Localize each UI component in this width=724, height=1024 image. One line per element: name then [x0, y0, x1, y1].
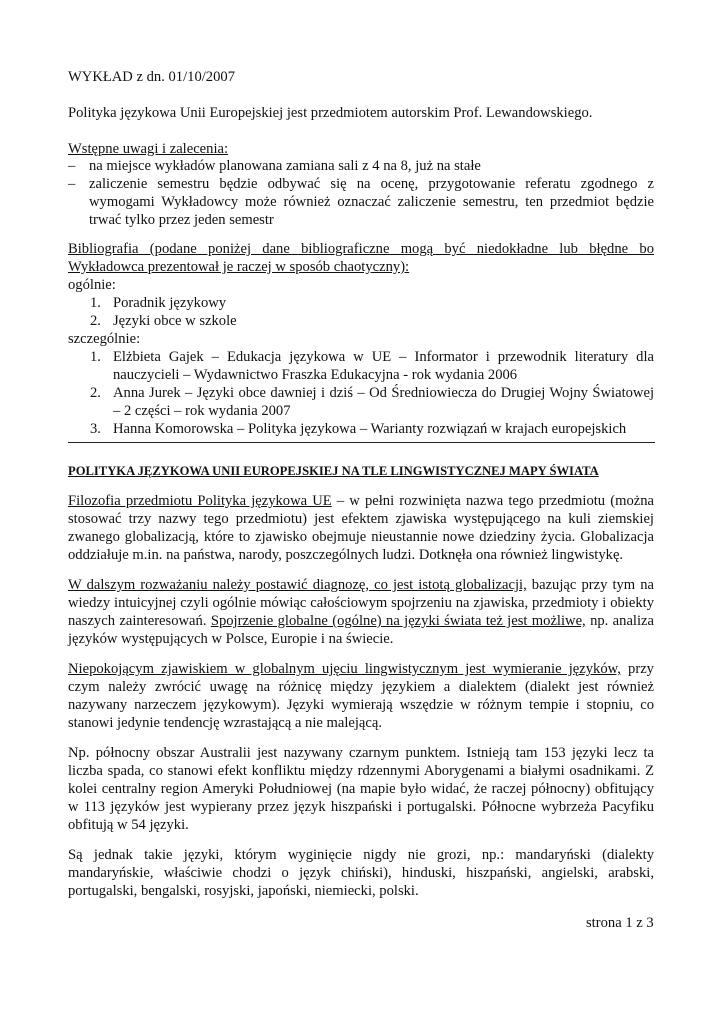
- paragraph-text: bazując przy tym na wiedzy intuicyjnej czyli ogólnie mówiąc całościowym spojrzeniu na zjawiska, przedmioty i obiekty naszych zainteresowań.: [68, 577, 654, 629]
- underlined-phrase: W dalszym rozważaniu należy postawić diagnozę, co jest istotą globalizacji,: [68, 577, 527, 593]
- list-number: 1.: [90, 349, 101, 365]
- list-number: 2.: [90, 313, 101, 329]
- paragraph-diagnosis: [68, 576, 654, 648]
- paragraph-philosophy: [68, 492, 654, 564]
- list-number: 1.: [90, 295, 101, 311]
- paragraph-text: – w pełni rozwinięta nazwa tego przedmiotu (można stosować trzy nazwy tego przedmiotu) jest efektem zjawiska występującego na kuli ziemskiej zwanego globalizacją, które to zjawisko obejmuje nieustannie nowe dziedziny życia. Globalizacja oddziałuje m.in. na państwa, narody, poszczególnych ludzi. Dotknęła ona również lingwistykę.: [68, 493, 654, 563]
- lecture-date: WYKŁAD z dn. 01/10/2007: [68, 69, 235, 85]
- remark-item: zaliczenie semestru będzie odbywać się na ocenę, przygotowanie referatu zgodnego z wymogami Wykładowcy może również oznaczać zaliczenie semestru, ten przedmiot będzie trwać tylko przez jeden semestr: [89, 176, 654, 228]
- bullet-dash: –: [68, 158, 76, 174]
- paragraph-safe-languages: Są jednak takie języki, którym wyginięcie nigdy nie grozi, np.: mandaryński (dialekty mandaryńskie, właściwie chodzi o język chiński), hinduski, hiszpański, angielski, arabski, portugalski, bengalski, rosyjski, japoński, niemiecki, polski.: [68, 847, 654, 899]
- paragraph-text: przy czym należy zwrócić uwagę na różnicę między językiem a dialektem (dialekt jest również nazywany narzeczem językowym). Języki wymierają wszędzie w różnym tempie i stopniu, co stanowi jedynie tendencję wzrastającą a nie malejącą.: [68, 661, 654, 731]
- bibliography-item: Hanna Komorowska – Polityka językowa – Warianty rozwiązań w krajach europejskich: [113, 421, 627, 437]
- underlined-phrase: Spojrzenie globalne (ogólne) na języki świata też jest możliwe,: [210, 613, 586, 629]
- paragraph-extinction: [68, 660, 654, 732]
- paragraph-text: np. analiza języków występujących w Polsce, Europie i na świecie.: [68, 613, 654, 647]
- intro-text: Polityka językowa Unii Europejskiej jest przedmiotem autorskim Prof. Lewandowskiego.: [68, 105, 593, 121]
- horizontal-rule: [68, 442, 655, 443]
- section-title: POLITYKA JĘZYKOWA UNII EUROPEJSKIEJ NA TLE LINGWISTYCZNEJ MAPY ŚWIATA: [68, 464, 599, 478]
- bibliography-item: Anna Jurek – Języki obce dawniej i dziś – Od Średniowiecza do Drugiej Wojny Światowej – 2 części – rok wydania 2007: [113, 385, 654, 419]
- remark-item: na miejsce wykładów planowana zamiana sali z 4 na 8, już na stałe: [89, 158, 481, 174]
- bibliography-item: Języki obce w szkole: [113, 313, 237, 329]
- underlined-phrase: Filozofia przedmiotu Polityka językowa UE: [68, 493, 332, 509]
- bullet-dash: –: [68, 176, 76, 192]
- underlined-phrase: Niepokojącym zjawiskiem w globalnym ujęciu lingwistycznym jest wymieranie języków,: [68, 661, 621, 677]
- bibliography-heading: Bibliografia (podane poniżej dane bibliograficzne mogą być niedokładne lub błędne bo Wykładowca prezentował je raczej w sposób chaotyczny):: [68, 241, 654, 275]
- bibliography-item: Elżbieta Gajek – Edukacja językowa w UE – Informator i przewodnik literatury dla nauczycieli – Wydawnictwo Fraszka Edukacyjna - rok wydania 2006: [113, 349, 654, 383]
- bibliography-item: Poradnik językowy: [113, 295, 227, 311]
- page-number: strona 1 z 3: [586, 915, 654, 931]
- general-label: ogólnie:: [68, 277, 116, 293]
- list-number: 2.: [90, 385, 101, 401]
- remarks-heading: Wstępne uwagi i zalecenia:: [68, 141, 229, 157]
- list-number: 3.: [90, 421, 101, 437]
- paragraph-australia: Np. północny obszar Australii jest nazywany czarnym punktem. Istnieją tam 153 języki lecz ta liczba spada, co stanowi efekt konfliktu między rdzennymi Aborygenami a białymi osadnikami. Z kolei centralny region Ameryki Południowej (na mapie było widać, że raczej północny) obfitujący w 113 języków jest wypierany przez język hiszpański i portugalski. Północne wybrzeża Pacyfiku obfitują w 54 języki.: [68, 745, 654, 833]
- specific-label: szczególnie:: [68, 331, 141, 347]
